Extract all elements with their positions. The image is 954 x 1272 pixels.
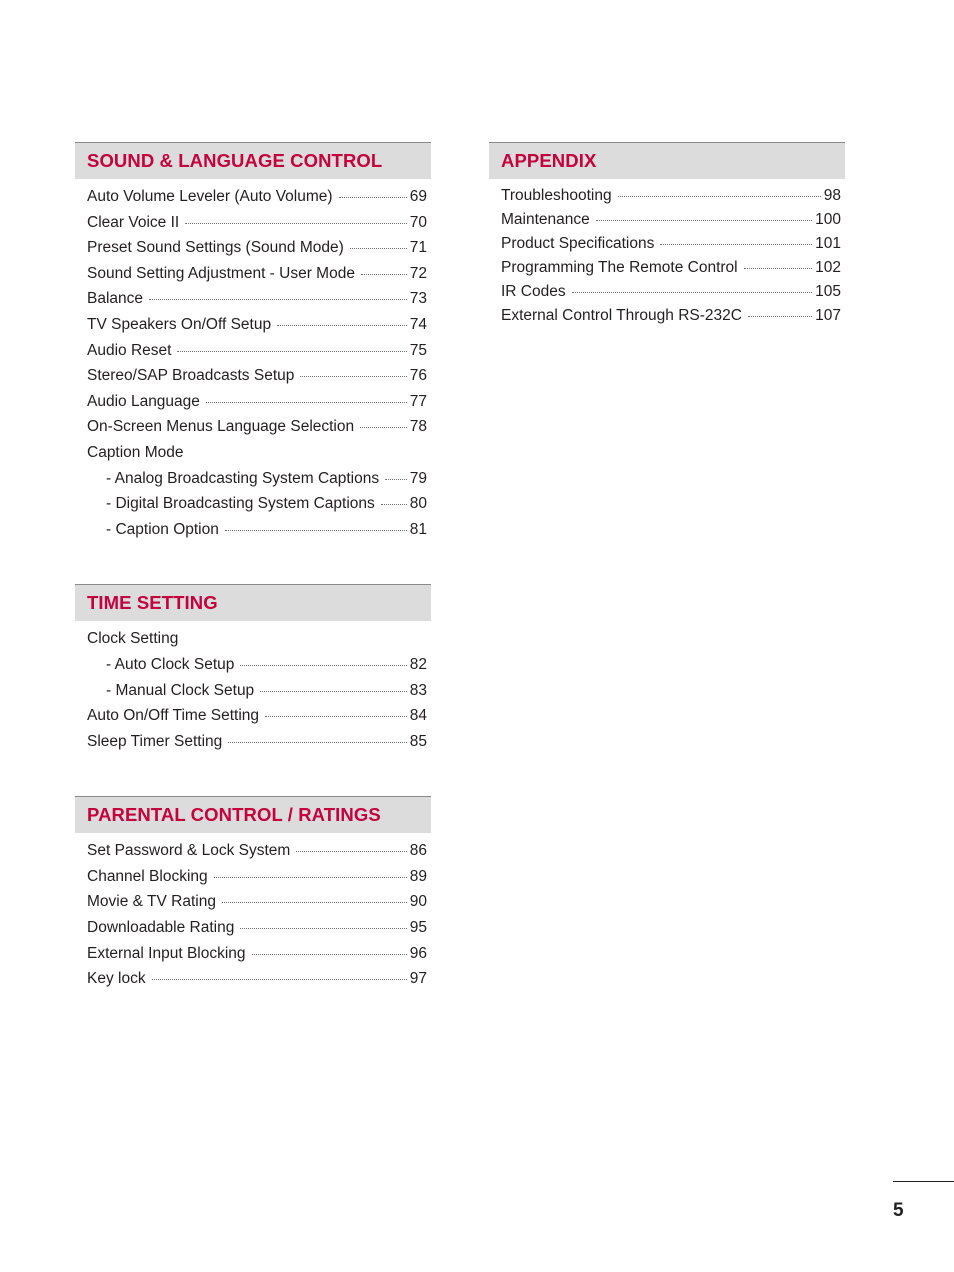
toc-entry-label: - Analog Broadcasting System Captions <box>106 469 380 487</box>
toc-entry[interactable] <box>87 707 427 733</box>
toc-entry-label: Programming The Remote Control <box>501 259 738 276</box>
dot-leader <box>748 316 812 317</box>
toc-entry-label: External Control Through RS-232C <box>501 307 742 324</box>
toc-entry-page: 97 <box>409 970 427 988</box>
toc-entry-label: - Manual Clock Setup <box>106 681 255 699</box>
toc-entry[interactable] <box>87 239 427 265</box>
dot-leader <box>225 530 407 531</box>
toc-entry[interactable] <box>87 521 427 547</box>
toc-entry-page: 84 <box>409 707 427 725</box>
toc-entry[interactable] <box>87 342 427 368</box>
toc-entry[interactable] <box>87 290 427 316</box>
toc-entry-page: 105 <box>815 283 841 300</box>
toc-entry[interactable] <box>87 893 427 919</box>
dot-leader <box>296 851 406 852</box>
toc-entry-label: Audio Language <box>87 392 200 410</box>
toc-entry-page: 82 <box>409 655 427 673</box>
dot-leader <box>177 351 406 352</box>
toc-entry-label: TV Speakers On/Off Setup <box>87 315 272 333</box>
dot-leader <box>240 928 406 929</box>
toc-entry-page: 101 <box>815 235 841 252</box>
toc-entry-label: Clock Setting <box>87 630 179 648</box>
toc-entry[interactable] <box>87 367 427 393</box>
dot-leader <box>228 742 406 743</box>
section-title: PARENTAL CONTROL / RATINGS <box>87 804 381 826</box>
toc-entry-page: 70 <box>409 213 427 231</box>
toc-entry[interactable] <box>87 393 427 419</box>
toc-entry-label: Balance <box>87 290 144 308</box>
dot-leader <box>240 665 406 666</box>
section-header <box>75 142 431 179</box>
toc-entry-list <box>489 179 845 331</box>
dot-leader <box>300 376 406 377</box>
toc-entry[interactable] <box>87 868 427 894</box>
toc-entry[interactable] <box>87 495 427 521</box>
toc-entry[interactable] <box>87 682 427 708</box>
dot-leader <box>744 268 813 269</box>
toc-entry[interactable] <box>87 265 427 291</box>
toc-entry[interactable] <box>501 235 841 259</box>
toc-left-column <box>75 142 431 1034</box>
toc-entry-label: Caption Mode <box>87 443 184 461</box>
toc-entry-page: 80 <box>409 495 427 513</box>
toc-entry[interactable] <box>87 316 427 342</box>
toc-entry[interactable] <box>87 842 427 868</box>
toc-entry-label: Maintenance <box>501 211 590 228</box>
toc-section-sound-language-control <box>75 142 431 546</box>
section-header <box>489 142 845 179</box>
toc-entry-page: 73 <box>409 290 427 308</box>
toc-entry-label: Auto Volume Leveler (Auto Volume) <box>87 188 333 205</box>
toc-entry-page: 85 <box>409 732 427 750</box>
dot-leader <box>618 196 821 197</box>
dot-leader <box>361 274 407 275</box>
dot-leader <box>385 479 407 480</box>
section-title: APPENDIX <box>501 150 597 171</box>
toc-entry-page: 96 <box>409 944 427 962</box>
toc-entry-label: Downloadable Rating <box>87 919 235 937</box>
toc-entry[interactable] <box>87 919 427 945</box>
toc-entry-page: 102 <box>815 259 841 276</box>
dot-leader <box>265 716 407 717</box>
toc-entry[interactable] <box>87 733 427 759</box>
toc-entry[interactable] <box>87 188 427 214</box>
dot-leader <box>149 299 407 300</box>
toc-section-time-setting <box>75 584 431 758</box>
toc-entry[interactable] <box>87 970 427 996</box>
section-header <box>75 584 431 621</box>
toc-entry-label: Set Password & Lock System <box>87 842 291 860</box>
dot-leader <box>260 691 407 692</box>
toc-entry-page: 77 <box>409 392 427 410</box>
toc-entry-page: 69 <box>409 188 427 205</box>
toc-entry-label: Audio Reset <box>87 341 172 359</box>
toc-entry-label: Sound Setting Adjustment - User Mode <box>87 264 355 282</box>
toc-entry-label: Channel Blocking <box>87 867 208 885</box>
toc-entry[interactable] <box>501 259 841 283</box>
toc-entry-label: External Input Blocking <box>87 944 246 962</box>
toc-entry-label: Preset Sound Settings (Sound Mode) <box>87 239 344 257</box>
section-title: TIME SETTING <box>87 592 218 614</box>
dot-leader <box>185 223 407 224</box>
toc-entry[interactable] <box>87 470 427 496</box>
toc-entry-label: Movie & TV Rating <box>87 893 216 911</box>
dot-leader <box>596 220 812 221</box>
toc-entry[interactable] <box>87 656 427 682</box>
dot-leader <box>206 402 407 403</box>
toc-entry[interactable] <box>87 444 427 470</box>
section-title: SOUND & LANGUAGE CONTROL <box>87 150 383 171</box>
toc-entry-page: 79 <box>409 469 427 487</box>
toc-entry[interactable] <box>87 418 427 444</box>
toc-entry-page: 81 <box>409 520 427 538</box>
toc-entry-page: 76 <box>409 367 427 385</box>
toc-entry-page: 89 <box>409 867 427 885</box>
toc-entry-page: 74 <box>409 315 427 333</box>
dot-leader <box>339 197 407 198</box>
toc-entry-page: 78 <box>409 418 427 436</box>
toc-entry-list <box>75 621 431 758</box>
toc-entry[interactable] <box>87 945 427 971</box>
toc-entry-list <box>75 833 431 996</box>
toc-section-parental-control-ratings <box>75 796 431 996</box>
toc-entry-label: On-Screen Menus Language Selection <box>87 418 355 436</box>
dot-leader <box>350 248 407 249</box>
dot-leader <box>214 877 407 878</box>
toc-entry-label: - Caption Option <box>106 520 219 538</box>
page-number: 5 <box>893 1200 904 1221</box>
section-header <box>75 796 431 833</box>
toc-entry-page: 83 <box>409 681 427 699</box>
toc-entry-label: IR Codes <box>501 283 566 300</box>
dot-leader <box>381 504 407 505</box>
toc-entry-page: 100 <box>815 211 841 228</box>
toc-entry-label: - Auto Clock Setup <box>106 655 235 673</box>
toc-entry-page: 98 <box>823 187 841 204</box>
page-number-rule <box>893 1181 954 1182</box>
dot-leader <box>152 979 407 980</box>
toc-entry-list <box>75 179 431 546</box>
toc-entry-label: Stereo/SAP Broadcasts Setup <box>87 367 295 385</box>
toc-entry-page: 86 <box>409 842 427 860</box>
toc-entry[interactable] <box>501 211 841 235</box>
toc-entry-page: 107 <box>815 307 841 324</box>
toc-right-column <box>489 142 845 369</box>
toc-entry-label: Clear Voice II <box>87 213 180 231</box>
toc-entry-page: 75 <box>409 341 427 359</box>
toc-entry[interactable] <box>501 187 841 211</box>
toc-entry-label: Product Specifications <box>501 235 655 252</box>
toc-entry[interactable] <box>87 214 427 240</box>
toc-entry-label: Key lock <box>87 970 146 988</box>
dot-leader <box>660 244 812 245</box>
toc-entry-label: Troubleshooting <box>501 187 612 204</box>
toc-entry-page: 90 <box>409 893 427 911</box>
toc-entry-label: - Digital Broadcasting System Captions <box>106 495 375 513</box>
toc-section-appendix <box>489 142 845 331</box>
dot-leader <box>360 427 407 428</box>
toc-entry-page: 72 <box>409 264 427 282</box>
dot-leader <box>277 325 407 326</box>
toc-entry[interactable] <box>501 307 841 331</box>
toc-entry-page: 95 <box>409 919 427 937</box>
dot-leader <box>222 902 407 903</box>
toc-entry[interactable] <box>87 630 427 656</box>
dot-leader <box>572 292 813 293</box>
dot-leader <box>252 954 407 955</box>
toc-entry-label: Sleep Timer Setting <box>87 732 223 750</box>
toc-entry-label: Auto On/Off Time Setting <box>87 707 260 725</box>
toc-entry-page: 71 <box>409 239 427 257</box>
toc-entry[interactable] <box>501 283 841 307</box>
